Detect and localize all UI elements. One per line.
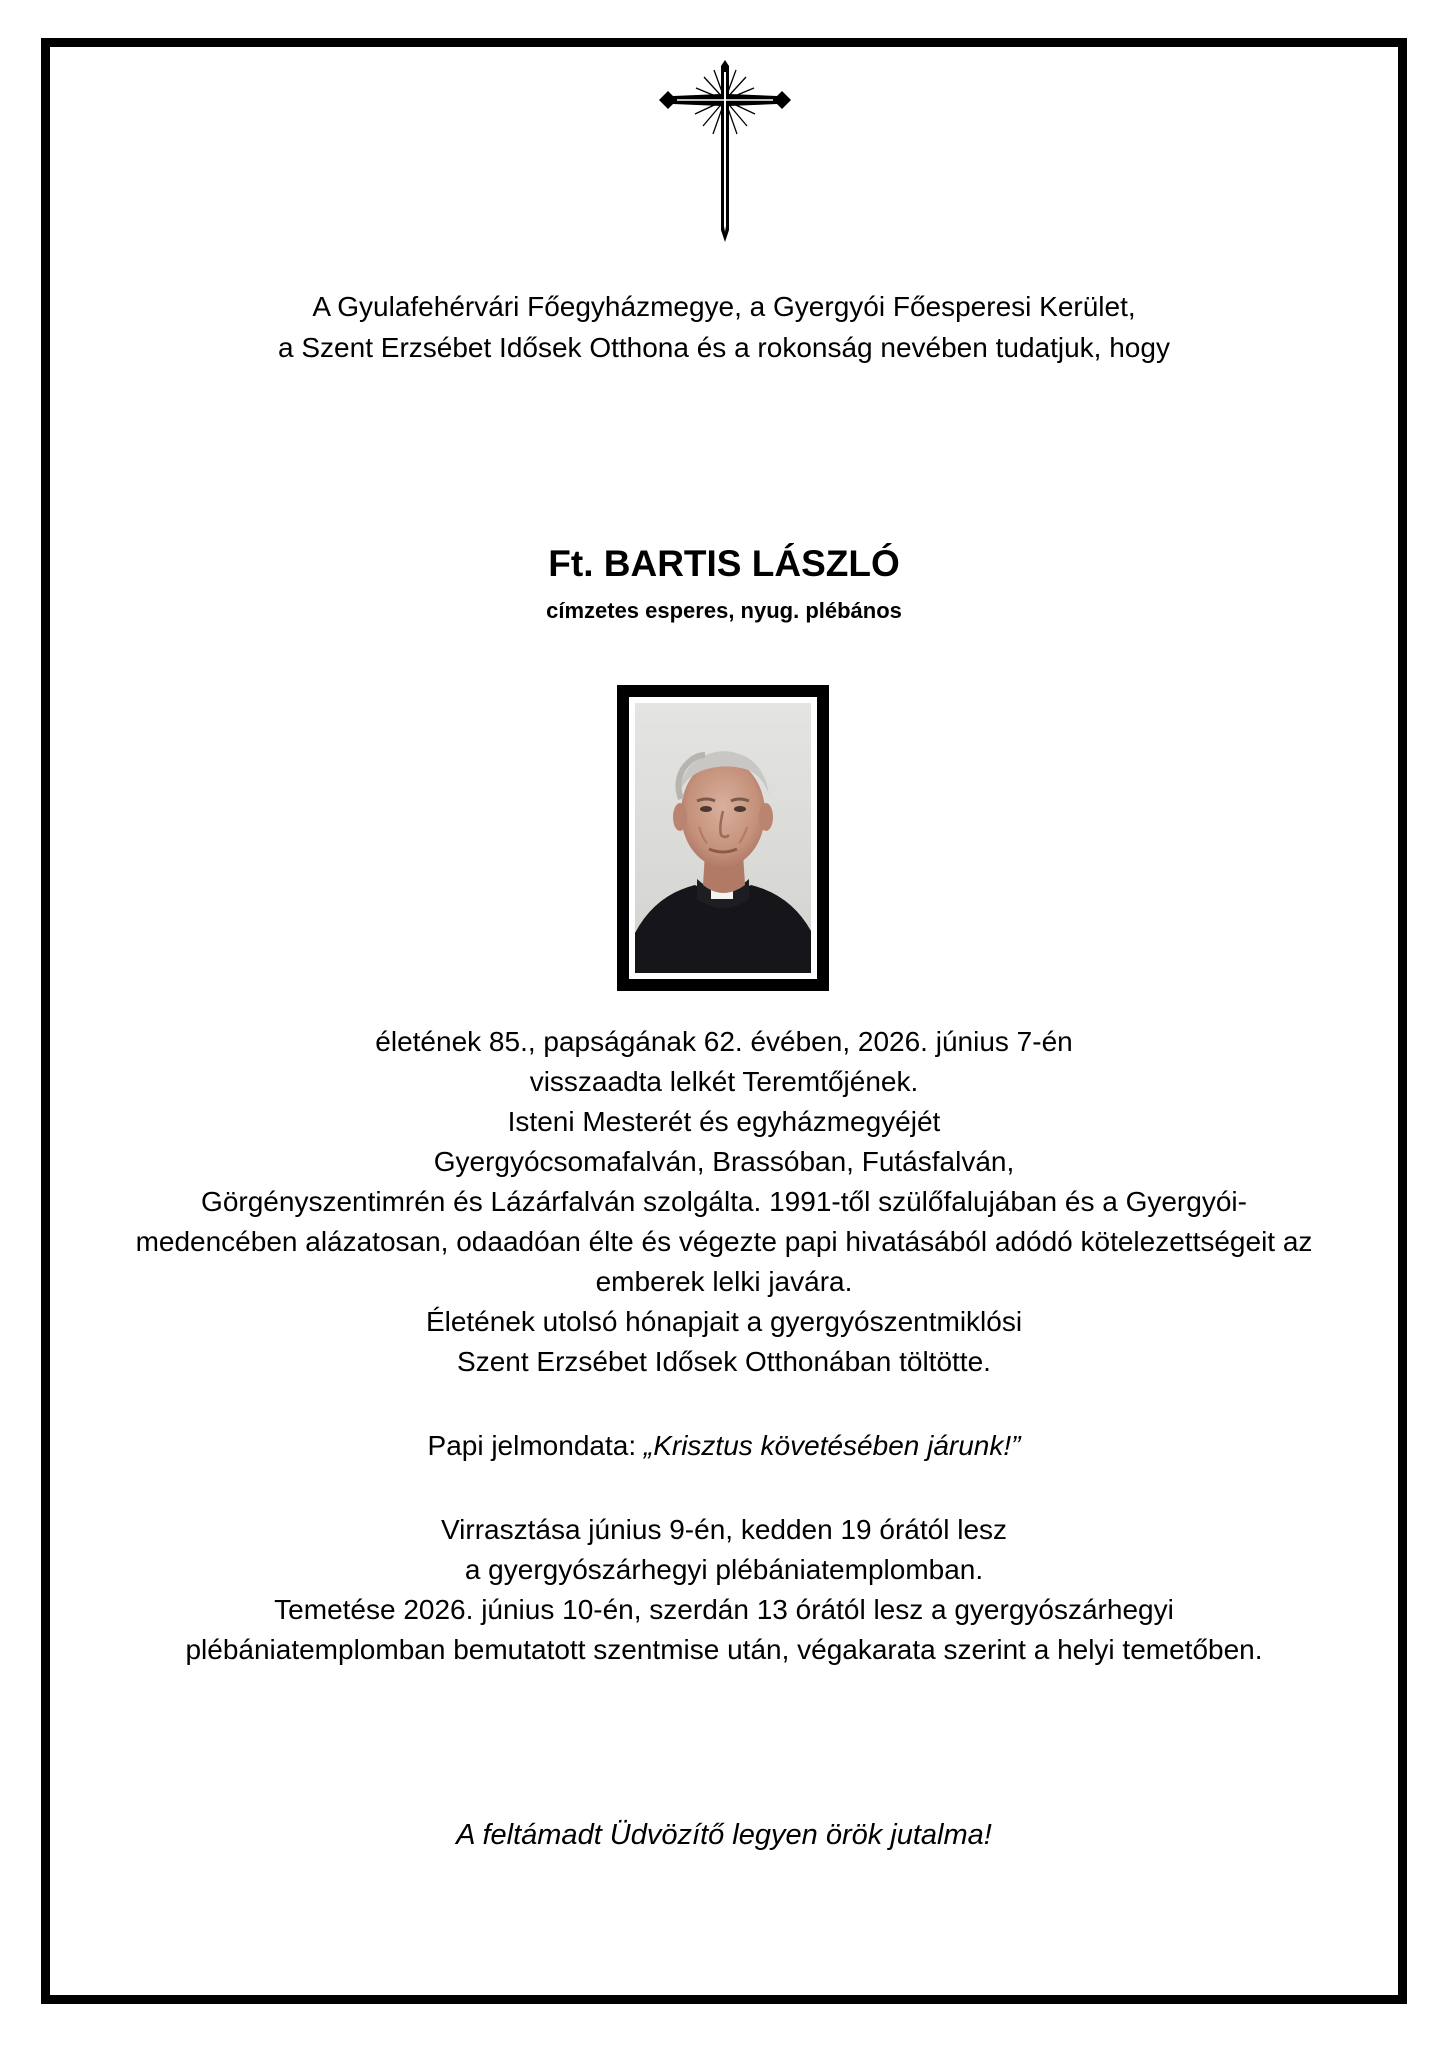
priestly-motto (0, 1428, 1448, 1464)
deceased-name: Ft. BARTIS LÁSZLÓ (548, 543, 900, 584)
deceased-title: címzetes esperes, nyug. plébános (546, 598, 902, 623)
body-line-2: visszaadta lelkét Teremtőjének. (529, 1066, 919, 1097)
body-line-8: Életének utolsó hónapjait a gyergyószentmiklósi (425, 1306, 1023, 1337)
radiant-cross-icon (659, 60, 791, 242)
intro-line-2: a Szent Erzsébet Idősek Otthona és a rokonság nevében tudatjuk, hogy (278, 332, 1170, 363)
intro-line-1: A Gyulafehérvári Főegyházmegye, a Gyergyói Főesperesi Kerület, (312, 291, 1136, 322)
announcement-intro (0, 286, 1448, 368)
body-line-4: Gyergyócsomafalván, Brassóban, Futásfalván, (433, 1146, 1015, 1177)
body-line-3: Isteni Mesterét és egyházmegyéjét (507, 1106, 941, 1137)
motto-label: Papi jelmondata: (427, 1430, 644, 1461)
closing-blessing: A feltámadt Üdvözítő legyen örök jutalma! (456, 1819, 992, 1851)
body-line-7: emberek lelki javára. (595, 1266, 853, 1297)
portrait-photo (635, 703, 811, 973)
body-line-6: medencében alázatosan, odaadóan élte és végezte papi hivatásából adódó kötelezettségeit az (135, 1226, 1313, 1257)
portrait-frame (617, 685, 829, 991)
body-line-1: életének 85., papságának 62. évében, 2026. június 7-én (375, 1026, 1073, 1057)
funeral-line-1: Virrasztása június 9-én, kedden 19 órától lesz (440, 1514, 1008, 1545)
body-line-5: Görgényszentimrén és Lázárfalván szolgálta. 1991-től szülőfalujában és a Gyergyói- (201, 1186, 1247, 1217)
motto-quote: „Krisztus követésében járunk!” (643, 1430, 1021, 1461)
body-line-9: Szent Erzsébet Idősek Otthonában töltötte. (457, 1346, 991, 1377)
funeral-line-4: plébániatemplomban bemutatott szentmise után, végakarata szerint a helyi temetőben. (185, 1634, 1263, 1665)
funeral-line-3: Temetése 2026. június 10-én, szerdán 13 órától lesz a gyergyószárhegyi (274, 1594, 1174, 1625)
funeral-line-2: a gyergyószárhegyi plébániatemplomban. (464, 1554, 984, 1585)
